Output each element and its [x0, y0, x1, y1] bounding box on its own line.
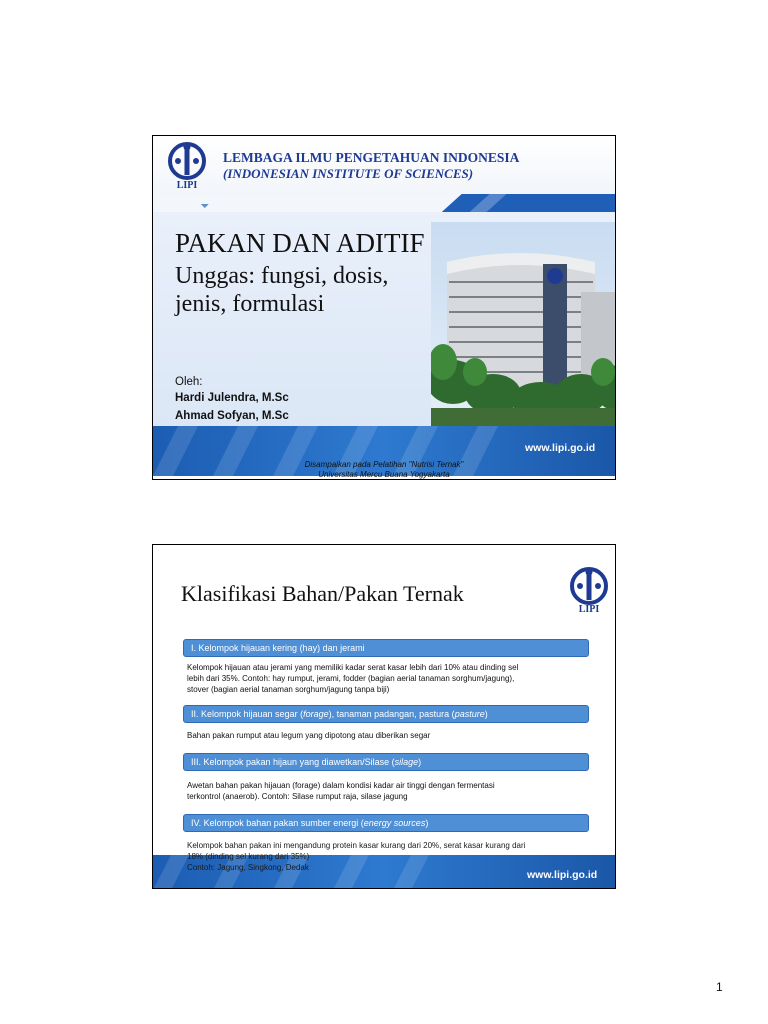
page-number: 1	[716, 980, 723, 994]
heading-italic-term: pasture	[454, 709, 485, 719]
description-line: Bahan pakan rumput atau legum yang dipotong atau diberikan segar	[187, 731, 431, 740]
organization-name-english: (INDONESIAN INSTITUTE OF SCIENCES)	[223, 166, 474, 181]
description-line: Kelompok bahan pakan ini mengandung protein kasar kurang dari 20%, serat kasar kurang dari	[187, 841, 526, 850]
lipi-emblem-icon	[165, 142, 209, 180]
heading-italic-term: forage	[303, 709, 329, 719]
heading-text: )	[418, 757, 422, 767]
lipi-emblem-icon	[567, 567, 611, 605]
title-slide	[152, 135, 616, 480]
lipi-logo	[165, 142, 209, 194]
section-heading	[183, 705, 589, 723]
section-heading	[183, 753, 589, 771]
heading-text: II. Kelompok hijauan segar (	[191, 709, 304, 719]
description-line: Contoh: Jagung, Singkong, Dedak	[187, 863, 309, 872]
lipi-logo	[567, 567, 611, 617]
description-line: lebih dari 35%. Contoh: hay rumput, jerami, fodder (bagian aerial tanaman sorghum/jagung),	[187, 674, 515, 683]
author-name: Ahmad Sofyan, M.Sc	[175, 410, 289, 422]
header-stripe	[153, 194, 615, 212]
event-footnote: Disampaikan pada Pelatihan "Nutrisi Ternak"	[304, 460, 464, 469]
author-name: Hardi Julendra, M.Sc	[175, 392, 289, 404]
description-line: Awetan bahan pakan hijauan (forage) dalam kondisi kadar air tinggi dengan fermentasi	[187, 781, 495, 790]
section-description	[187, 662, 587, 695]
description-line: terkontrol (anaerob). Contoh: Silase rumput raja, silase jagung	[187, 792, 408, 801]
logo-label: LIPI	[578, 604, 600, 615]
section-description	[187, 730, 587, 741]
heading-text: )	[425, 818, 429, 828]
heading-text: IV. Kelompok bahan pakan sumber energi (	[191, 818, 364, 828]
slide-subtitle: Unggas: fungsi, dosis, jenis, formulasi	[175, 263, 389, 317]
slide-title: Klasifikasi Bahan/Pakan Ternak	[181, 581, 464, 606]
website-url: www.lipi.go.id	[525, 442, 596, 454]
heading-italic-term: silage	[394, 757, 419, 767]
description-line: Kelompok hijauan atau jerami yang memiliki kadar serat kasar lebih dari 10% atau dinding sel	[187, 663, 519, 672]
author-label: Oleh:	[175, 376, 203, 388]
section-heading	[183, 814, 589, 832]
classification-slide	[152, 544, 616, 889]
logo-label: LIPI	[176, 180, 198, 191]
description-line: stover (bagian aerial tanaman sorghum/jagung tanpa biji)	[187, 685, 390, 694]
building-photo	[431, 222, 616, 426]
slide-title: PAKAN DAN ADITIF	[175, 228, 425, 258]
heading-italic-term: energy sources	[363, 818, 426, 828]
organization-name: LEMBAGA ILMU PENGETAHUAN INDONESIA	[223, 150, 520, 165]
university-footnote: Universitas Mercu Buana Yogyakarta	[318, 470, 450, 479]
description-line: 18% (dinding sel kurang dari 35%)	[187, 852, 310, 861]
section-description	[187, 840, 587, 873]
heading-text: )	[484, 709, 488, 719]
section-description	[187, 780, 587, 802]
heading-text: I. Kelompok hijauan kering (hay) dan jerami	[191, 643, 365, 653]
heading-text: ), tanaman padangan, pastura (	[328, 709, 455, 719]
website-url: www.lipi.go.id	[527, 869, 598, 881]
section-heading	[183, 639, 589, 657]
heading-text: III. Kelompok pakan hijaun yang diawetkan/Silase (	[191, 757, 395, 767]
